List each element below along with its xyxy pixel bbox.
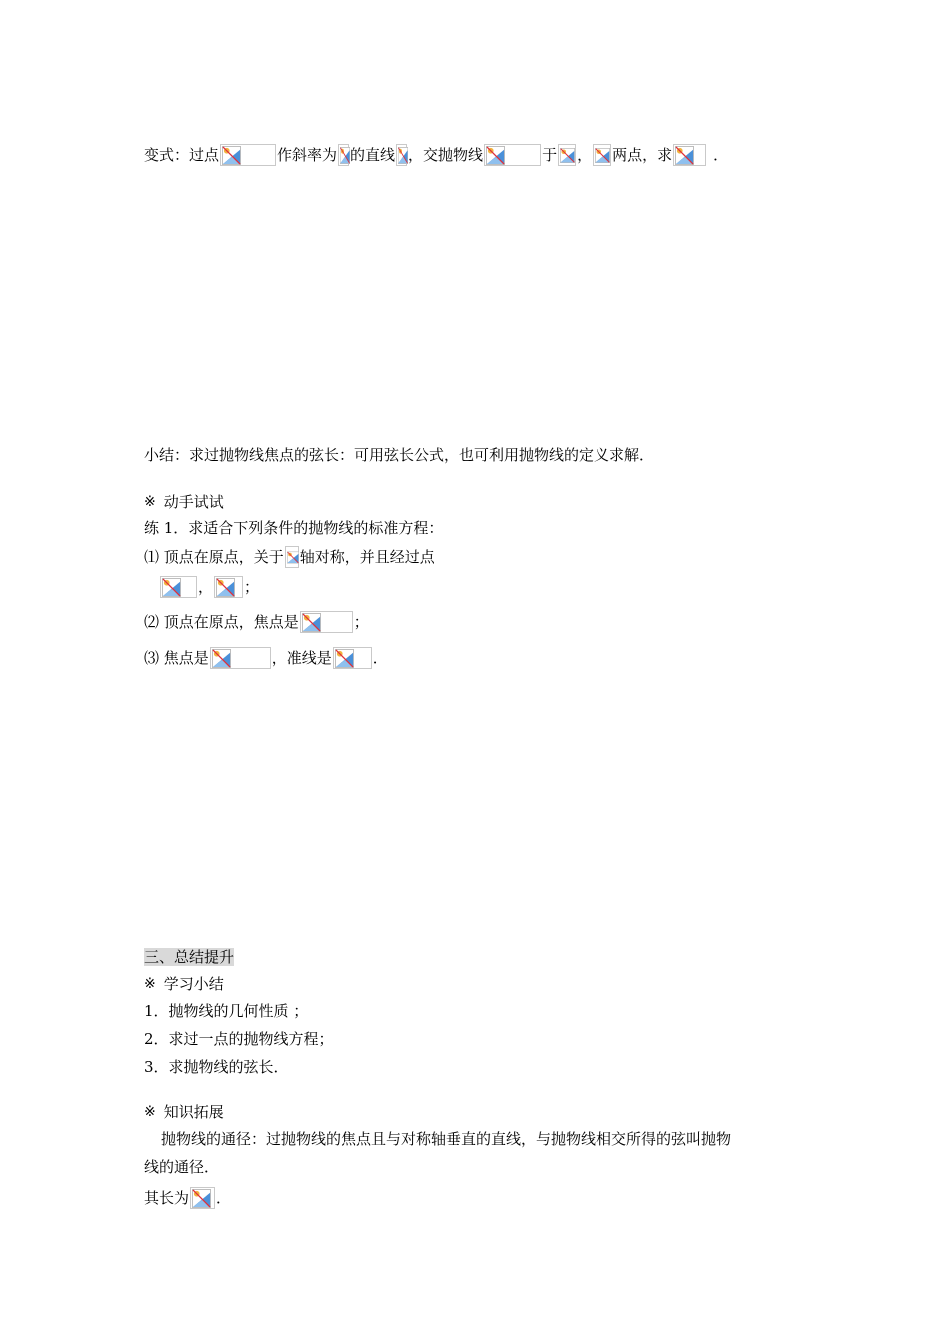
variant-text-1: 变式：过点 (144, 146, 220, 164)
item2-semicolon: ； (353, 613, 369, 631)
summary-item-2: 2．求过一点的抛物线方程； (144, 1030, 334, 1048)
learn-summary-heading (144, 972, 224, 994)
exercise-item-1-points (159, 575, 259, 597)
variant-text-5: 于 (542, 146, 558, 164)
summary-line: 小结：求过抛物线焦点的弦长：可用弦长公式，也可利用抛物线的定义求解． (144, 446, 655, 464)
exercise-item-3 (144, 646, 388, 668)
point-2-image-icon (214, 576, 243, 598)
slope-formula-image-icon (338, 144, 349, 166)
item2-text-a: ⑵ 顶点在原点，焦点是 (144, 613, 299, 631)
focus-point-image-icon (210, 647, 271, 669)
learn-title: 学习小结 (163, 975, 224, 993)
variant-line (144, 143, 728, 165)
exercise-item-1 (144, 545, 435, 567)
point-b-image-icon (593, 144, 611, 166)
line-label-image-icon (396, 144, 407, 166)
variant-text-2: 作斜率为 (277, 146, 338, 164)
reference-mark-icon: ※ (144, 494, 156, 510)
extension-paragraph-2: 线的通径． (144, 1158, 220, 1176)
item3-text-b: ，准线是 (271, 649, 332, 667)
directrix-image-icon (333, 647, 372, 669)
variant-text-7: 两点，求 (612, 146, 673, 164)
item3-text-a: ⑶ 焦点是 (144, 649, 209, 667)
latus-rectum-image-icon (190, 1187, 215, 1209)
try-heading (144, 490, 224, 512)
extension-paragraph-3 (144, 1186, 231, 1208)
try-title: 动手试试 (163, 493, 224, 511)
item1-text-b: 轴对称，并且经过点 (299, 548, 435, 566)
focus-image-icon (300, 611, 353, 633)
extension-paragraph-1: 抛物线的通径：过抛物线的焦点且与对称轴垂直的直线，与抛物线相交所得的弦叫抛物 (161, 1130, 732, 1148)
variant-text-4: ，交抛物线 (408, 146, 484, 164)
length-text: 其长为 (144, 1189, 190, 1207)
reference-mark-icon: ※ (144, 1104, 156, 1120)
summary-item-1: 1．抛物线的几何性质 ； (144, 1002, 309, 1020)
point-a-image-icon (558, 144, 576, 166)
variant-text-8: ． (713, 146, 729, 164)
reference-mark-icon: ※ (144, 976, 156, 992)
extension-heading (144, 1100, 224, 1122)
exercise-1: 练 1．求适合下列条件的抛物线的标准方程： (144, 519, 444, 537)
item1-text-a: ⑴ 顶点在原点，关于 (144, 548, 284, 566)
section-3-heading (144, 945, 234, 967)
summary-item-3: 3．求抛物线的弦长． (144, 1058, 289, 1076)
chord-length-image-icon (673, 144, 706, 166)
variant-text-3: 的直线 (350, 146, 396, 164)
point-1-image-icon (160, 576, 197, 598)
length-period: ． (216, 1189, 232, 1207)
parabola-equation-image-icon (484, 144, 541, 166)
item1-comma: ， (198, 578, 214, 596)
section-3-title: 三、总结提升 (144, 948, 235, 966)
exercise-item-2 (144, 610, 369, 632)
extension-title: 知识拓展 (163, 1103, 224, 1121)
axis-image-icon (285, 546, 299, 568)
item1-semicolon: ； (244, 578, 260, 596)
variant-text-6: ， (577, 146, 593, 164)
point-formula-image-icon (220, 144, 276, 166)
item3-period: ． (372, 649, 388, 667)
